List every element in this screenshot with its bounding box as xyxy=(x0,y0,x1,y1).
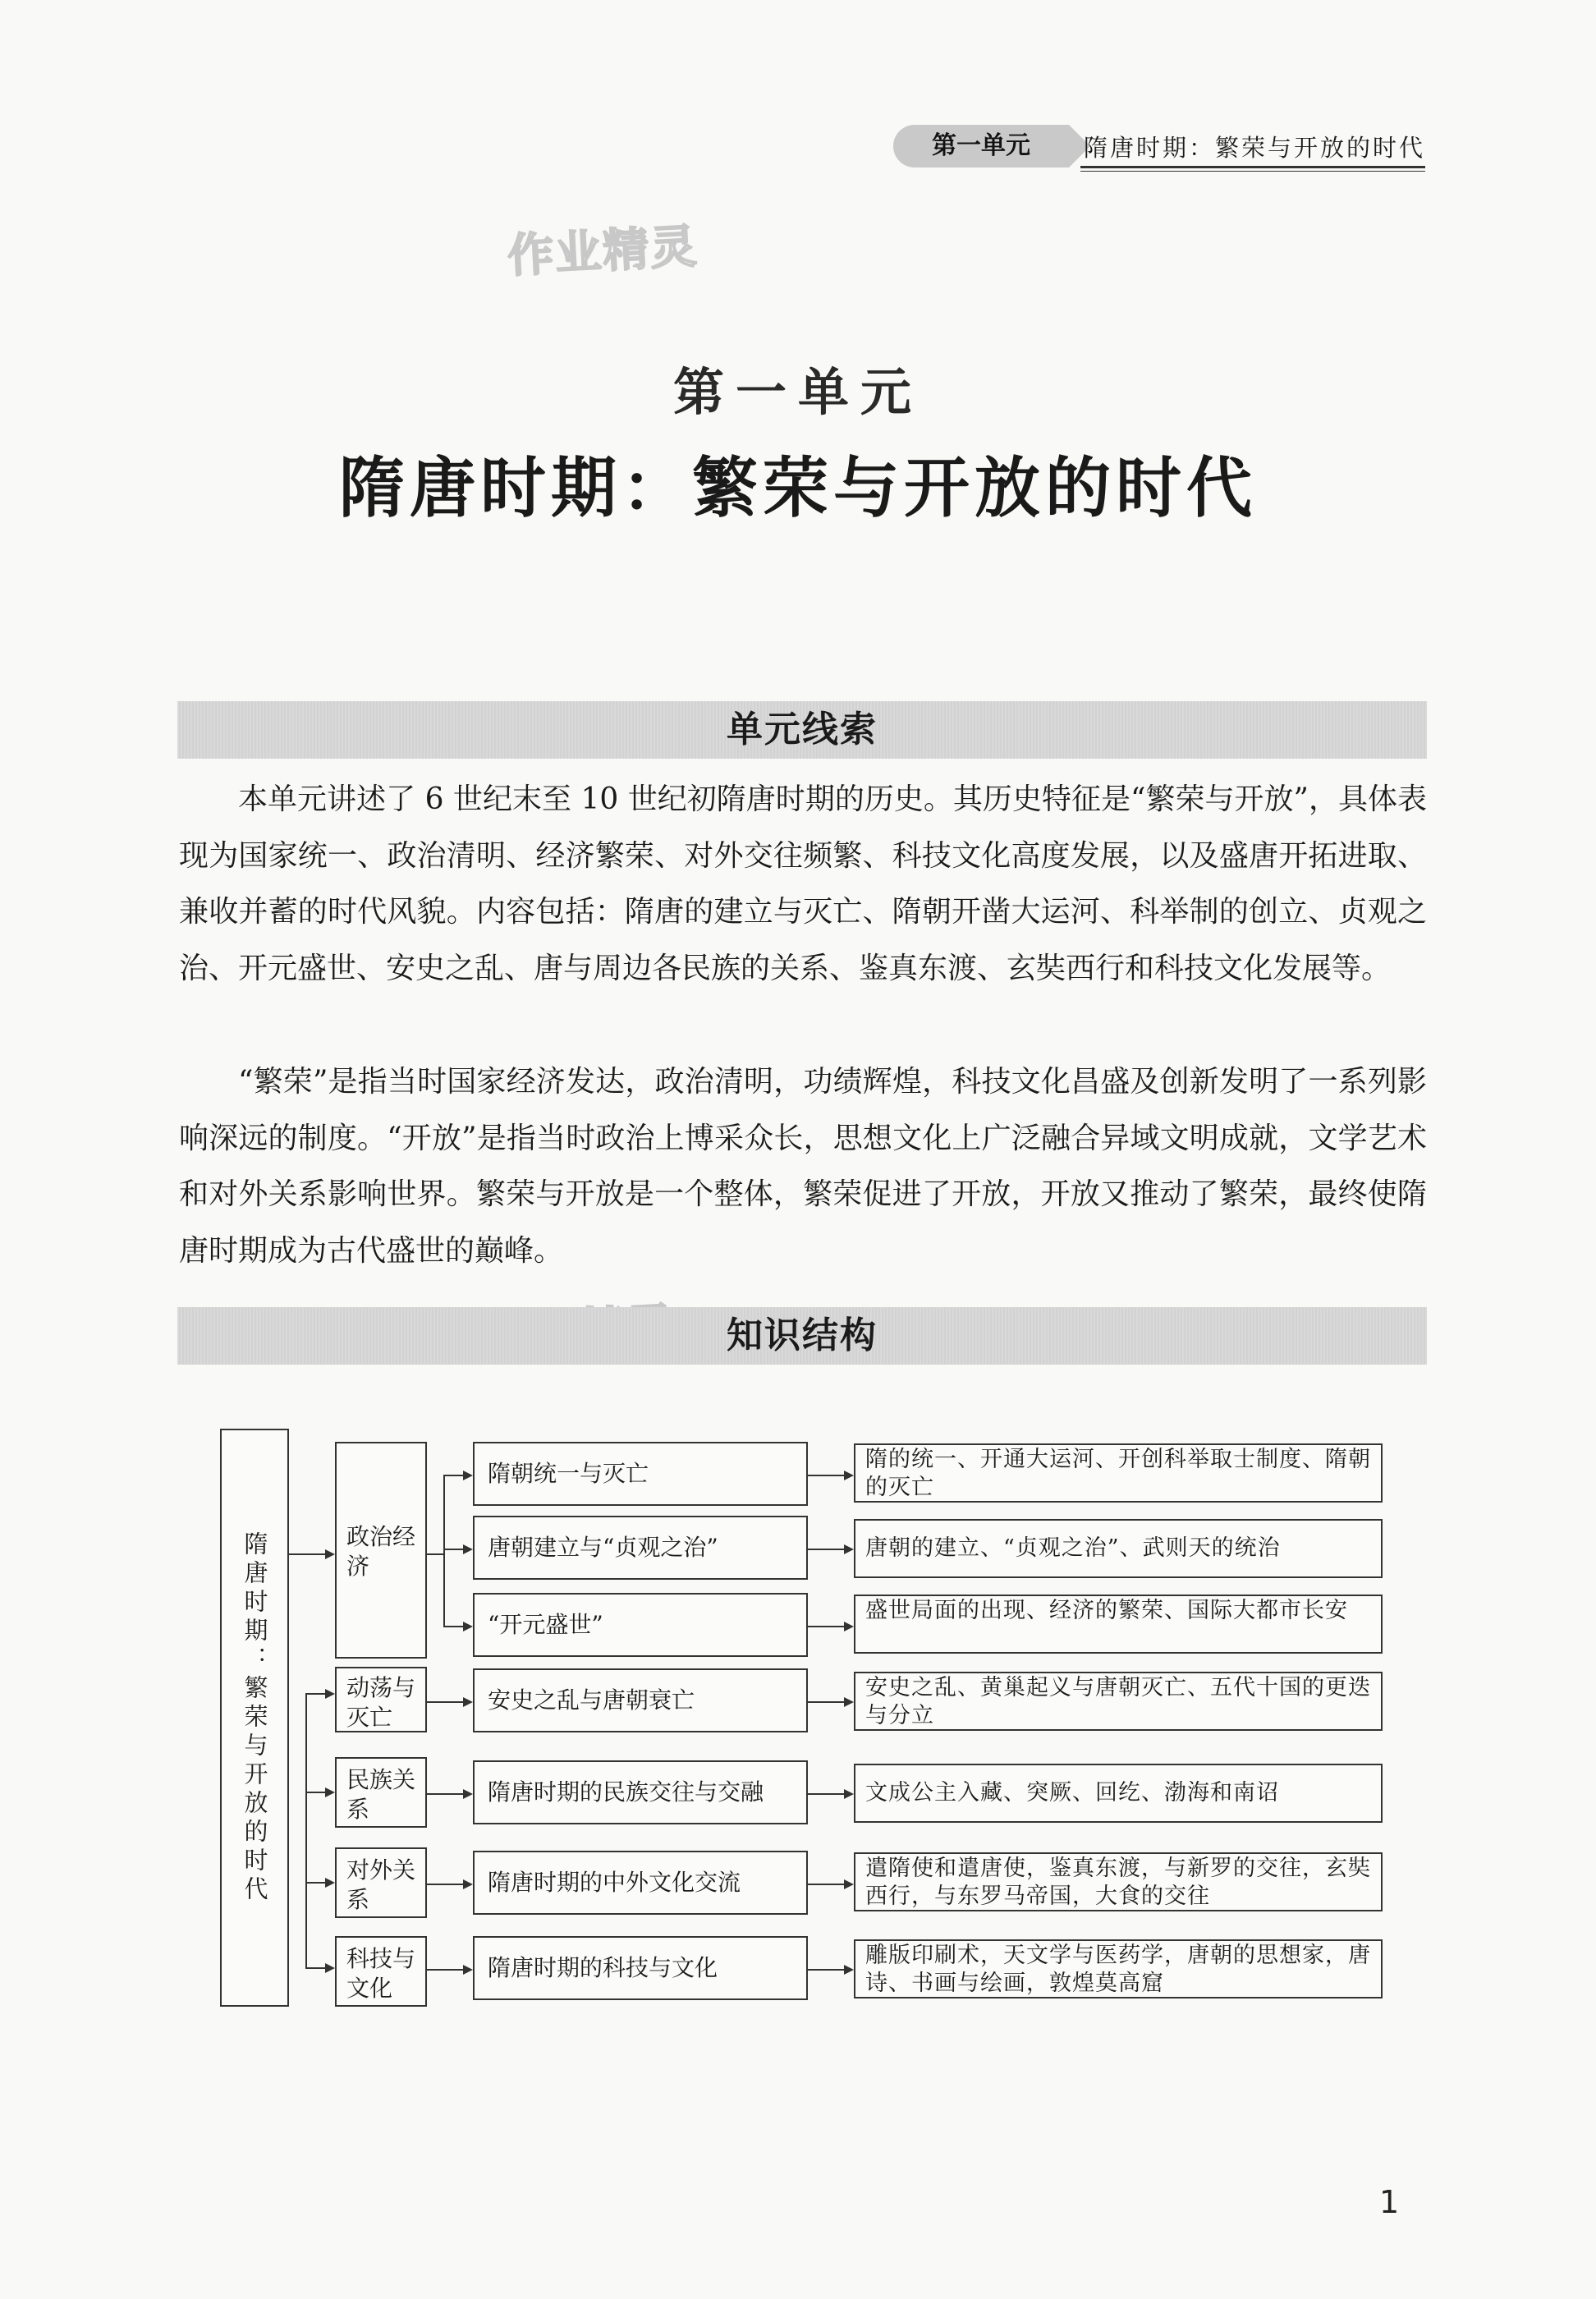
arrow-head xyxy=(325,1878,335,1888)
connector xyxy=(305,1967,327,1969)
connector xyxy=(808,1793,846,1795)
connector xyxy=(427,1969,465,1971)
detail-anshi-rebellion: 安史之乱、黄巢起义与唐朝灭亡、五代十国的更迭与分立 xyxy=(854,1672,1383,1731)
paragraph: 本单元讲述了 6 世纪末至 10 世纪初隋唐时期的历史。其历史特征是“繁荣与开放”，具体表现为国家统一、政治清明、经济繁荣、对外交往频繁、科技文化高度发展，以及盛唐开拓进取、兼收并蓄的时代风貌。内容包括：隋唐的建立与灭亡、隋朝开凿大运河、科举制的创立、贞观之治、开元盛世、安史之乱、唐与周边各民族的关系、鉴真东渡、玄奘西行和科技文化发展等。 xyxy=(179,782,1427,985)
connector xyxy=(427,1793,465,1795)
connector xyxy=(443,1549,465,1550)
page-number: 1 xyxy=(1379,2184,1400,2220)
arrow-head xyxy=(844,1544,854,1554)
topic-tang-zhenguan: 唐朝建立与“贞观之治” xyxy=(473,1516,808,1580)
topic-anshi-rebellion: 安史之乱与唐朝衰亡 xyxy=(473,1668,808,1732)
category-politics-economy: 政治经济 xyxy=(335,1442,427,1659)
arrow-head xyxy=(325,1549,335,1559)
arrow-head xyxy=(844,1622,854,1631)
arrow-head xyxy=(463,1544,473,1554)
section-heading-clues: 单元线索 xyxy=(177,701,1427,759)
connector xyxy=(305,1792,327,1793)
diagram-root-label: 隋唐时期：繁荣与开放的时代 xyxy=(241,1530,269,1905)
detail-cultural-exchange: 遣隋使和遣唐使，鉴真东渡，与新罗的交往，玄奘西行，与东罗马帝国，大食的交往 xyxy=(854,1852,1383,1911)
detail-kaiyuan: 盛世局面的出现、经济的繁荣、国际大都市长安 xyxy=(854,1595,1383,1654)
connector xyxy=(443,1626,465,1627)
connector xyxy=(427,1884,465,1885)
arrow-head xyxy=(844,1697,854,1707)
arrow-head xyxy=(844,1789,854,1799)
arrow-head xyxy=(463,1471,473,1480)
arrow-head xyxy=(844,1879,854,1889)
arrow-head xyxy=(463,1622,473,1631)
paragraph: “繁荣”是指当时国家经济发达，政治清明，功绩辉煌，科技文化昌盛及创新发明了一系列影响深远的制度。“开放”是指当时政治上博采众长，思想文化上广泛融合异域文明成就，文学艺术和对外关系影响世界。繁荣与开放是一个整体，繁荣促进了开放，开放又推动了繁荣，最终使隋唐时期成为古代盛世的巅峰。 xyxy=(179,1065,1427,1268)
topic-science-culture: 隋唐时期的科技与文化 xyxy=(473,1936,808,2000)
connector xyxy=(427,1701,465,1703)
arrow-head xyxy=(463,1697,473,1707)
header-rule xyxy=(1080,166,1425,168)
arrow-head xyxy=(325,1689,335,1699)
arrow-head xyxy=(844,1965,854,1975)
category-foreign-relations: 对外关系 xyxy=(335,1847,427,1918)
detail-ethnic-exchange: 文成公主入藏、突厥、回纥、渤海和南诏 xyxy=(854,1764,1383,1823)
diagram-root xyxy=(220,1429,289,2007)
connector xyxy=(808,1549,846,1550)
header-unit-title: 隋唐时期：繁荣与开放的时代 xyxy=(1084,134,1426,162)
connector xyxy=(305,1693,307,1969)
topic-kaiyuan: “开元盛世” xyxy=(473,1593,808,1657)
connector xyxy=(305,1693,327,1695)
detail-sui-unification: 隋的统一、开通大运河、开创科举取士制度、隋朝的灭亡 xyxy=(854,1443,1383,1503)
category-science-culture: 科技与文化 xyxy=(335,1936,427,2007)
topic-cultural-exchange: 隋唐时期的中外文化交流 xyxy=(473,1851,808,1915)
watermark: 作业精灵 xyxy=(506,219,699,284)
connector xyxy=(427,1553,443,1555)
connector xyxy=(808,1475,846,1476)
connector xyxy=(808,1884,846,1885)
category-ethnic-relations: 民族关系 xyxy=(335,1757,427,1828)
connector xyxy=(443,1475,445,1626)
detail-science-culture: 雕版印刷术，天文学与医药学，唐朝的思想家，唐诗、书画与绘画，敦煌莫高窟 xyxy=(854,1939,1383,1998)
arrow-head xyxy=(463,1965,473,1975)
topic-ethnic-exchange: 隋唐时期的民族交往与交融 xyxy=(473,1760,808,1824)
arrow-head xyxy=(463,1879,473,1889)
arrow-head xyxy=(325,1787,335,1797)
connector xyxy=(305,1882,327,1884)
category-turmoil: 动荡与灭亡 xyxy=(335,1667,427,1732)
arrow-head xyxy=(463,1789,473,1799)
connector xyxy=(808,1701,846,1703)
section-heading-structure: 知识结构 xyxy=(177,1307,1427,1365)
detail-tang-zhenguan: 唐朝的建立、“贞观之治”、武则天的统治 xyxy=(854,1519,1383,1578)
arrow-head xyxy=(844,1471,854,1480)
arrow-head xyxy=(325,1963,335,1973)
connector xyxy=(443,1475,465,1476)
header-unit-tab: 第一单元 xyxy=(893,125,1069,167)
connector xyxy=(289,1553,327,1555)
header-rule xyxy=(1080,171,1425,172)
connector xyxy=(808,1626,846,1627)
unit-label: 第一单元 xyxy=(672,362,923,422)
topic-sui-unification: 隋朝统一与灭亡 xyxy=(473,1442,808,1506)
connector xyxy=(808,1969,846,1971)
page-title: 隋唐时期：繁荣与开放的时代 xyxy=(339,450,1257,526)
